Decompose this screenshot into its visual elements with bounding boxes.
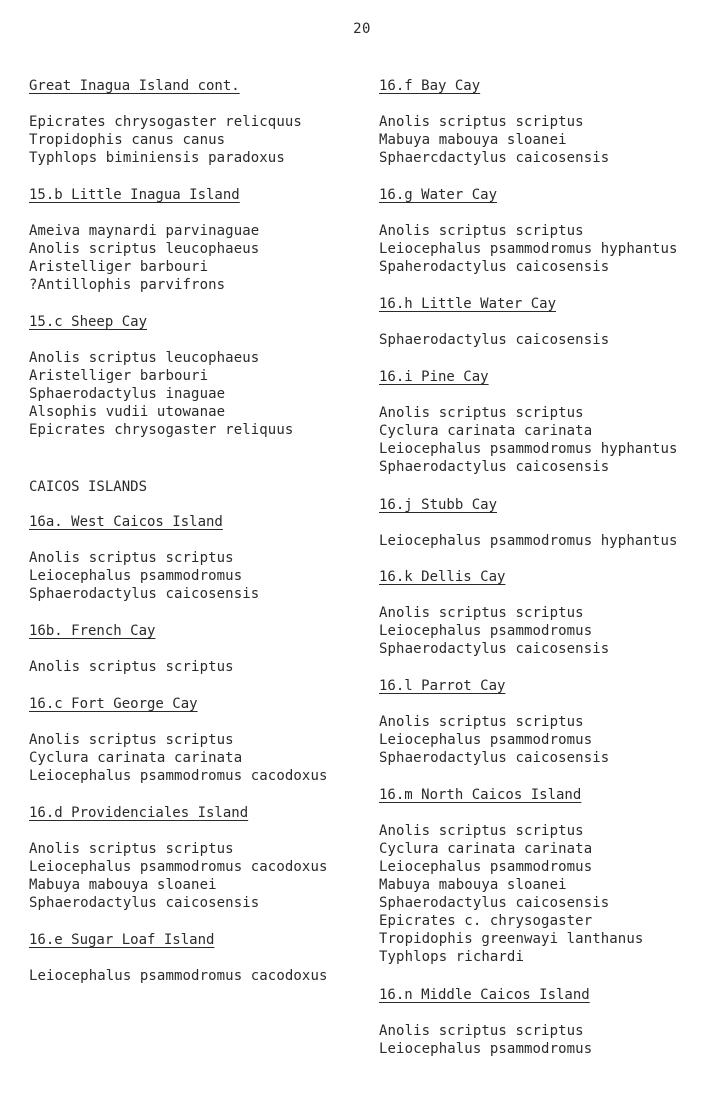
species-item: Spaherodactylus caicosensis — [379, 259, 610, 275]
region-heading: CAICOS ISLANDS — [29, 479, 148, 495]
region-section — [29, 478, 364, 496]
species-list — [29, 549, 364, 603]
species-item: Epicrates chrysogaster reliquus — [29, 422, 294, 438]
species-list — [379, 331, 719, 349]
species-item: Anolis scriptus scriptus — [379, 114, 584, 130]
species-item: Sphaerodactylus caicosensis — [379, 459, 610, 475]
species-item: Epicrates chrysogaster relicquus — [29, 114, 302, 130]
island-section — [379, 677, 719, 767]
section-heading: 16.i Pine Cay — [379, 369, 489, 385]
section-heading: 15.c Sheep Cay — [29, 314, 148, 330]
species-list — [29, 113, 364, 167]
species-item: Epicrates c. chrysogaster — [379, 913, 593, 929]
species-item: Alsophis vudii utowanae — [29, 404, 226, 420]
species-list — [379, 222, 719, 276]
section-heading: 16b. French Cay — [29, 623, 156, 639]
species-item: Sphaercdactylus caicosensis — [379, 150, 610, 166]
island-section — [29, 313, 364, 439]
species-item: Leiocephalus psammodromus — [379, 859, 593, 875]
island-section — [29, 804, 364, 912]
section-heading: 16.h Little Water Cay — [379, 296, 557, 312]
species-list — [29, 731, 364, 785]
section-heading: 16.f Bay Cay — [379, 78, 481, 94]
species-item: Anolis scriptus scriptus — [379, 405, 584, 421]
species-list — [379, 1022, 719, 1058]
island-section — [29, 513, 364, 603]
species-item: Anolis scriptus scriptus — [29, 659, 234, 675]
section-heading: Great Inagua Island cont. — [29, 78, 240, 94]
section-heading: 16a. West Caicos Island — [29, 514, 223, 530]
species-item: Mabuya mabouya sloanei — [29, 877, 217, 893]
species-item: Typhlops richardi — [379, 949, 524, 965]
species-list — [379, 604, 719, 658]
species-item: Anolis scriptus scriptus — [379, 223, 584, 239]
island-section — [379, 295, 719, 349]
section-heading: 16.m North Caicos Island — [379, 787, 582, 803]
species-item: Anolis scriptus scriptus — [379, 1023, 584, 1039]
species-item: Tropidophis canus canus — [29, 132, 226, 148]
species-item: Sphaerodactylus caicosensis — [29, 586, 260, 602]
island-section — [29, 186, 364, 294]
species-list — [29, 840, 364, 912]
species-item: Anolis scriptus scriptus — [29, 550, 234, 566]
species-item: Anolis scriptus scriptus — [379, 714, 584, 730]
species-item: Sphaerodactylus caicosensis — [379, 332, 610, 348]
species-item: Anolis scriptus leucophaeus — [29, 350, 260, 366]
species-item: Sphaerodactylus inaguae — [29, 386, 226, 402]
species-list — [29, 967, 364, 985]
species-item: Anolis scriptus leucophaeus — [29, 241, 260, 257]
species-item: Leiocephalus psammodromus — [379, 623, 593, 639]
species-list — [29, 349, 364, 439]
island-section — [379, 186, 719, 276]
species-item: Leiocephalus psammodromus hyphantus — [379, 533, 678, 549]
species-item: Leiocephalus psammodromus cacodoxus — [29, 859, 328, 875]
island-section — [29, 695, 364, 785]
species-item: Sphaerodactylus caicosensis — [379, 750, 610, 766]
species-item: Sphaerodactylus caicosensis — [29, 895, 260, 911]
species-list — [379, 113, 719, 167]
species-item: Mabuya mabouya sloanei — [379, 132, 567, 148]
species-item: Sphaerodactylus caicosensis — [379, 641, 610, 657]
species-item: Leiocephalus psammodromus hyphantus — [379, 241, 678, 257]
species-item: Sphaerodactylus caicosensis — [379, 895, 610, 911]
species-item: Typhlops biminiensis paradoxus — [29, 150, 285, 166]
species-list — [29, 658, 364, 676]
species-item: Aristelliger barbouri — [29, 259, 209, 275]
section-heading: 16.n Middle Caicos Island — [379, 987, 590, 1003]
species-item: Leiocephalus psammodromus cacodoxus — [29, 768, 328, 784]
section-heading: 16.d Providenciales Island — [29, 805, 249, 821]
species-item: Anolis scriptus scriptus — [29, 732, 234, 748]
species-item: Leiocephalus psammodromus — [379, 1041, 593, 1057]
section-heading: 16.e Sugar Loaf Island — [29, 932, 215, 948]
island-section — [379, 986, 719, 1058]
species-item: Mabuya mabouya sloanei — [379, 877, 567, 893]
species-item: Cyclura carinata carinata — [379, 423, 593, 439]
island-section — [379, 77, 719, 167]
species-item: Aristelliger barbouri — [29, 368, 209, 384]
species-item: Leiocephalus psammodromus cacodoxus — [29, 968, 328, 984]
species-item: Anolis scriptus scriptus — [29, 841, 234, 857]
island-section — [379, 786, 719, 966]
species-item: Anolis scriptus scriptus — [379, 605, 584, 621]
species-list — [379, 532, 719, 550]
species-item: ?Antillophis parvifrons — [29, 277, 226, 293]
species-item: Cyclura carinata carinata — [379, 841, 593, 857]
section-heading: 16.l Parrot Cay — [379, 678, 506, 694]
species-item: Leiocephalus psammodromus hyphantus — [379, 441, 678, 457]
section-heading: 16.g Water Cay — [379, 187, 498, 203]
species-item: Tropidophis greenwayi lanthanus — [379, 931, 644, 947]
island-section — [379, 496, 719, 550]
species-item: Ameiva maynardi parvinaguae — [29, 223, 260, 239]
species-list — [379, 404, 719, 476]
section-heading: 16.j Stubb Cay — [379, 497, 498, 513]
island-section — [29, 77, 364, 167]
species-item: Anolis scriptus scriptus — [379, 823, 584, 839]
island-section — [29, 622, 364, 676]
section-heading: 16.c Fort George Cay — [29, 696, 198, 712]
island-section — [29, 931, 364, 985]
species-list — [379, 713, 719, 767]
species-item: Leiocephalus psammodromus — [379, 732, 593, 748]
species-list — [379, 822, 719, 966]
section-heading: 16.k Dellis Cay — [379, 569, 506, 585]
island-section — [379, 368, 719, 476]
section-heading: 15.b Little Inagua Island — [29, 187, 240, 203]
page-number: 20 — [353, 21, 371, 37]
species-item: Leiocephalus psammodromus — [29, 568, 243, 584]
species-item: Cyclura carinata carinata — [29, 750, 243, 766]
island-section — [379, 568, 719, 658]
species-list — [29, 222, 364, 294]
